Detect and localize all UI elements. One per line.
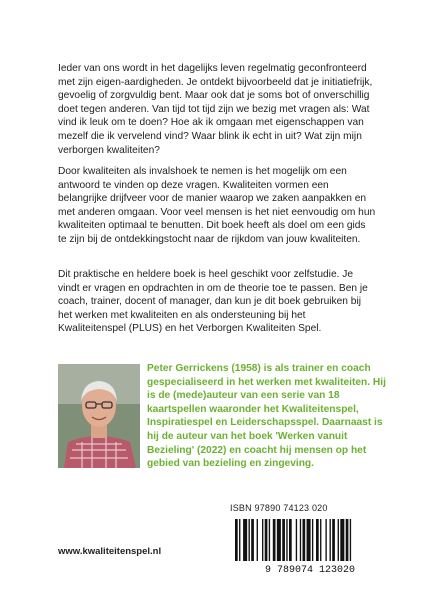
barcode	[225, 517, 395, 575]
author-photo	[58, 364, 140, 468]
intro-paragraph: Ieder van ons wordt in het dagelijks leven regelmatig geconfronteerd met zijn eigen-aardigheden. Je ontdekt bijvoorbeeld dat je initiatiefrijk, gevoelig of zorgvuldig bent. Maar ook dat je soms bot of onverschillig doet tegen anderen. Van tijd tot tijd zijn we bezig met vragen als: Wat vind ik leuk om te doen? Hoe ak ik omgaan met eigenschappen van mezelf die ik vervelend vind? Waar blink ik echt in uit? Wat zijn mijn verborgen kwaliteiten?	[58, 63, 373, 156]
website-url: www.kwaliteitenspel.nl	[58, 546, 162, 557]
qualities-paragraph: Door kwaliteiten als invalshoek te nemen is het mogelijk om een antwoord te vinden op deze vragen. Kwaliteiten vormen een belangrijke drijfveer voor de manier waarop we zaken aanpakken en met anderen omgaan. Voor veel mensen is het niet eenvoudig om hun kwaliteiten optimaal te benutten. Dit boek heeft als doel om een gids te zijn bij de ontdekkingstocht naar de rijkdom van jouw kwaliteiten.	[58, 166, 376, 245]
audience-paragraph: Dit praktische en heldere boek is heel geschikt voor zelfstudie. Je vindt er vragen en opdrachten in om de theorie toe te passen. Ben je coach, trainer, docent of manager, dan kun je dit boek gebruiken bij het werken met kwaliteiten en als ondersteuning bij het Kwaliteitenspel (PLUS) en het Verborgen Kwaliteiten Spel.	[58, 269, 368, 335]
author-portrait-icon	[58, 364, 140, 468]
barcode-bars-icon	[235, 519, 351, 561]
author-bio: Peter Gerrickens (1958) is als trainer en coach gespecialiseerd in het werken met kwaliteiten. Hij is de (mede)auteur van een serie van 18 kaartspellen waaronder het Kwaliteitenspel, Inspiratiespel en Leiderschapsspel. Daarnaast is hij de auteur van het boek 'Werken vanuit Bezieling' (2022) en coacht hij mensen op het gebied van bezieling en zingeving.	[147, 363, 386, 470]
barcode-digits: 9 789074 123020	[264, 565, 356, 575]
isbn-label: ISBN 97890 74123 020	[230, 503, 328, 513]
